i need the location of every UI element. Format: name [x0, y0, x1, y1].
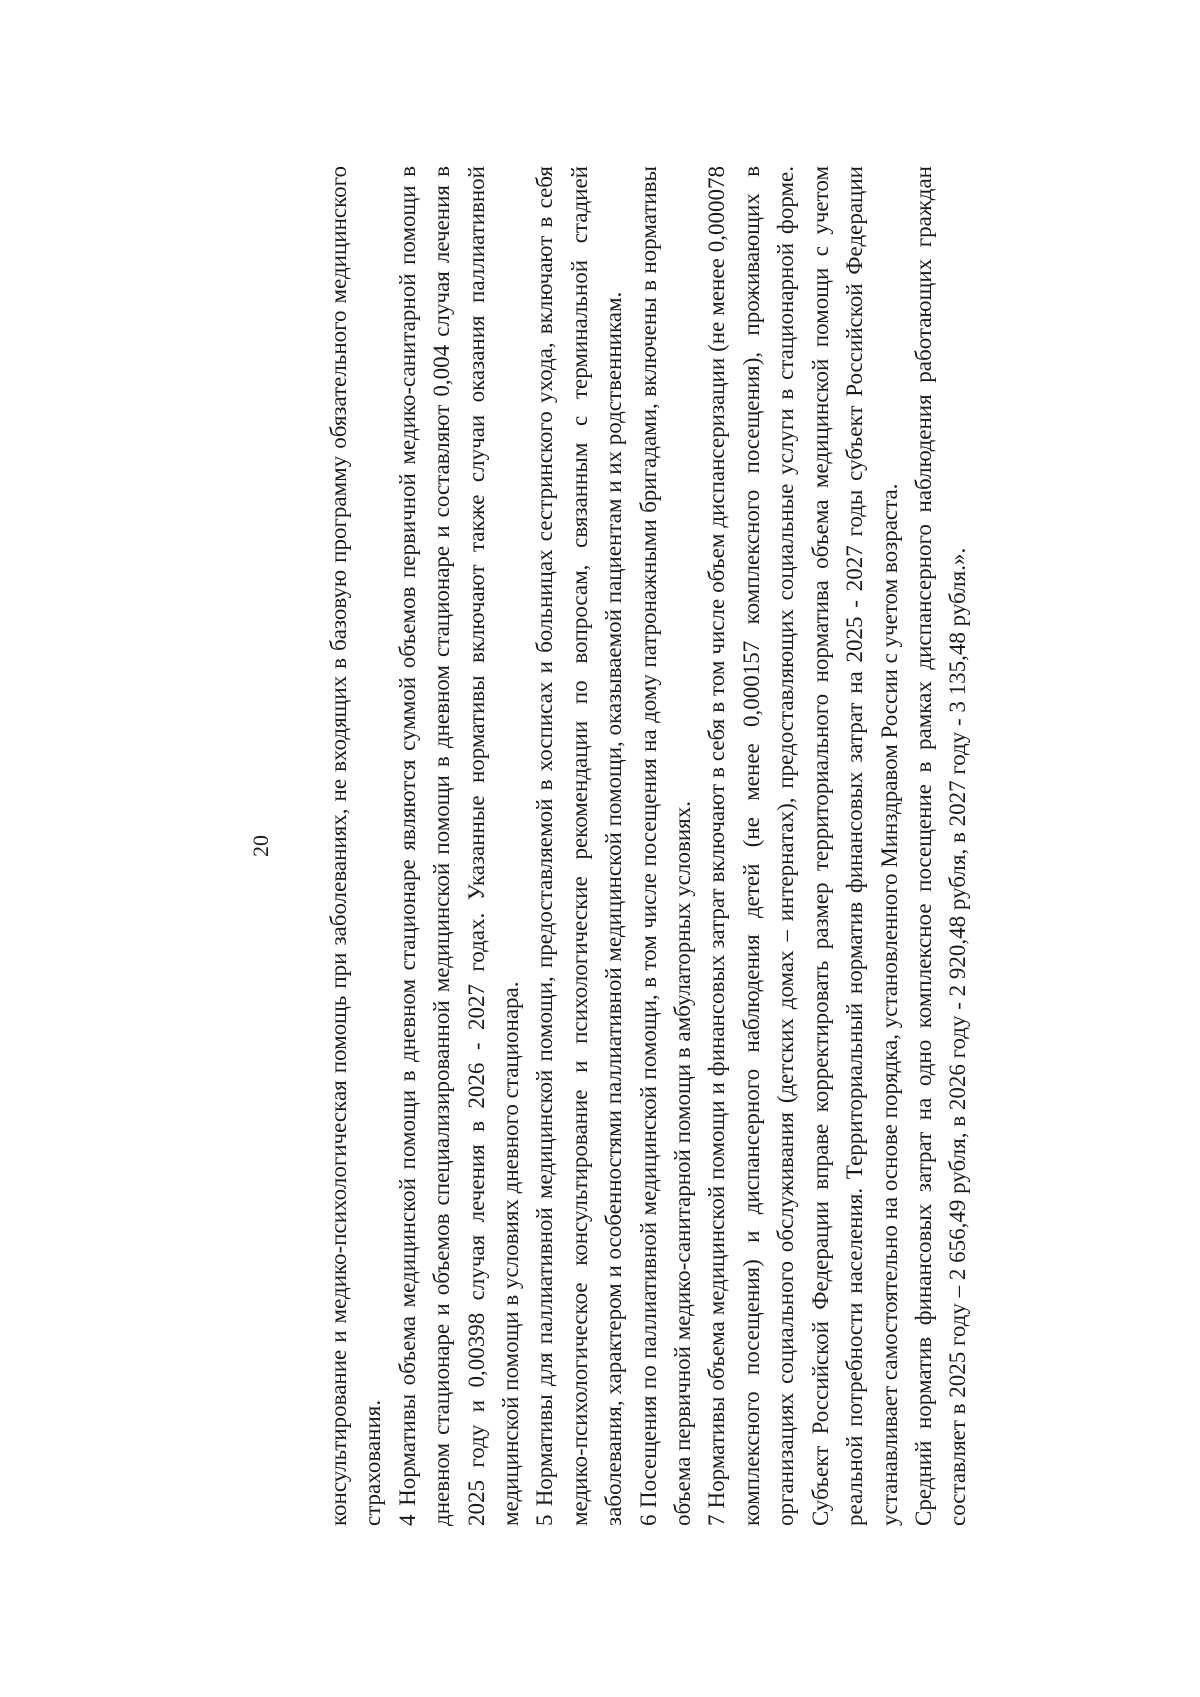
footnote-5: 5 Нормативы для паллиативной медицинской помощи, предоставляемой в хосписах и больницах сестринского ухода, включают в себя медико-психологическое консультирование и психологические рекомендации по вопросам, связанным с терминальной стадией заболевания, характером и особенностями паллиативной медицинской помощи, оказываемой пациентам и их родственникам.: [532, 166, 627, 1526]
page-number: 20: [248, 835, 273, 857]
footnote-4: 4 Нормативы объема медицинской помощи в дневном стационаре являются суммой объемов первичной медико-санитарной помощи в дневном стационаре и объемов специализированной медицинской помощи в дневном стационаре и составляют 0,004 случая лечения в 2025 году и 0,00398 случая лечения в 2026 - 2027 годах. Указанные нормативы включают также случаи оказания паллиативной медицинской помощи в условиях дневного стационара.: [394, 166, 524, 1526]
footnote-7: 7 Нормативы объема медицинской помощи и финансовых затрат включают в себя в том числе объем диспансеризации (не менее 0,000078 комплексного посещения) и диспансерного наблюдения детей (не менее 0,000157 комплексного посещения), проживающих в организациях социального обслуживания (детских домах – интернатах), предоставляющих социальные услуги в стационарной форме. Субъект Российской Федерации вправе корректировать размер территориального норматива объема медицинской помощи с учетом реальной потребности населения. Территориальный норматив финансовых затрат на 2025 - 2027 годы субъект Российской Федерации устанавливает самостоятельно на основе порядка, установленного Минздравом России с учетом возраста.: [704, 166, 902, 1526]
paragraph-continuation: консультирование и медико-психологическая помощь при заболеваниях, не входящих в базовую программу обязательного медицинского страхования.: [326, 166, 386, 1526]
footnote-6: 6 Посещения по паллиативной медицинской помощи, в том числе посещения на дому патронажными бригадами, включены в нормативы объема первичной медико-санитарной помощи в амбулаторных условиях.: [635, 166, 696, 1526]
average-cost-paragraph: Средний норматив финансовых затрат на одно комплексное посещение в рамках диспансерного наблюдения работающих граждан составляет в 2025 году – 2 656,49 рубля, в 2026 году - 2 920,48 рубля, в 2027 году - 3 135,48 рубля.».: [910, 166, 971, 1526]
text-body: [322, 166, 976, 1526]
rotated-text-block: [200, 126, 1000, 1566]
